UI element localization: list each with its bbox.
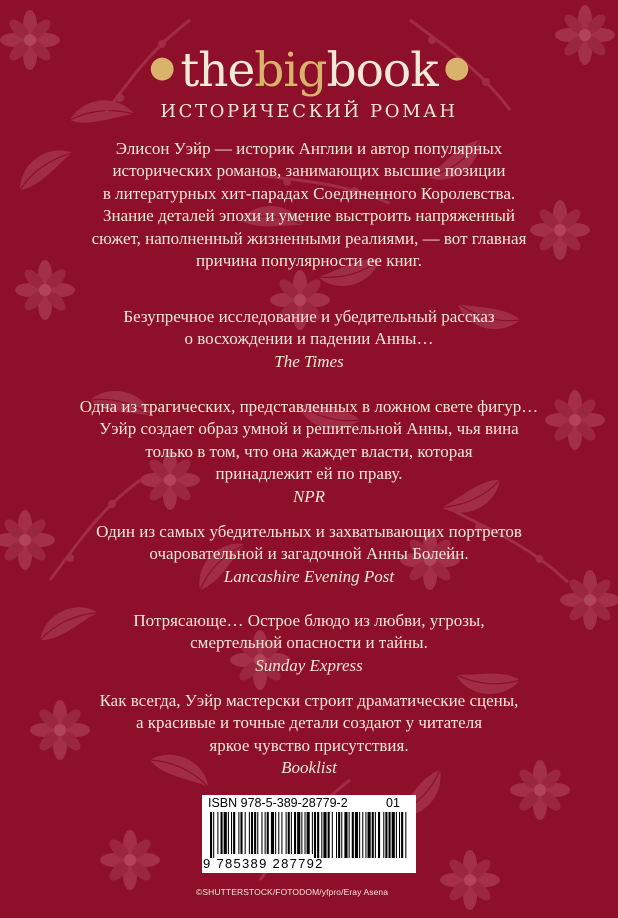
barcode-bar (372, 812, 374, 858)
barcode-bar (362, 812, 363, 858)
description-line: Знание деталей эпохи и умение выстроить напряженный (102, 206, 516, 226)
review-line: яркое чувство присутствия. (209, 735, 409, 755)
barcode-bar (245, 812, 246, 854)
barcode-bar (288, 812, 290, 854)
barcode-bar (281, 812, 282, 854)
barcode-bar (378, 812, 380, 858)
review-source: The Times (274, 351, 344, 371)
barcode-bar (267, 812, 269, 854)
barcode-bar (314, 812, 316, 858)
publisher-logo (0, 40, 618, 99)
barcode-bar (221, 812, 223, 854)
isbn-label: ISBN 978-5-389-28779-2 (208, 796, 348, 810)
barcode-bar (405, 812, 406, 858)
description-line: в литературных хит-парадах Соединенного Королевства. (102, 183, 516, 203)
barcode-bar (336, 812, 337, 858)
barcode-bar (294, 812, 296, 854)
barcode-bar (344, 812, 347, 858)
review-line: Потрясающе… Острое блюдо из любви, угрозы, (133, 611, 485, 630)
barcode-bar (341, 812, 342, 858)
review-times (40, 306, 578, 373)
barcode-bar (401, 812, 403, 858)
logo-the: the (180, 43, 255, 98)
barcode-bar (228, 812, 229, 854)
description-line: причина популярности ее книг. (196, 251, 422, 271)
barcode-bar (307, 812, 310, 854)
barcode-bars (210, 812, 410, 858)
review-line: Уэйр создает образ умной и решительной Анны, чья вина (99, 419, 519, 439)
barcode-bar (375, 812, 376, 858)
barcode-bar (389, 812, 391, 858)
barcode-bar (217, 812, 218, 854)
barcode-bar (323, 812, 326, 858)
logo-big: big (254, 43, 327, 98)
series-title: ИСТОРИЧЕСКИЙ РОМАН (160, 101, 458, 122)
author-description (40, 138, 578, 272)
barcode-bar (365, 812, 366, 858)
barcode-bar (385, 812, 387, 858)
logo-dot-right: ● (443, 50, 469, 85)
description-line: исторических романов, занимающих высшие позиции (112, 161, 506, 181)
review-sunday-express (40, 610, 578, 677)
review-line: смертельной опасности и тайны. (190, 633, 428, 653)
review-line: принадлежит ей по праву. (215, 464, 403, 484)
logo-dot-left: ● (149, 50, 175, 85)
barcode-bar (399, 812, 400, 858)
barcode-bar (321, 812, 322, 858)
barcode-bar (271, 812, 274, 854)
logo-book: book (326, 43, 438, 98)
barcode-bar (231, 812, 232, 854)
isbn-barcode (202, 795, 416, 873)
barcode-bar (332, 812, 333, 858)
review-line: очаровательной и загадочной Анны Болейн. (149, 544, 469, 564)
barcode-bar (265, 812, 266, 854)
barcode-bar (238, 812, 239, 854)
barcode-digits: 9 785389 287792 (203, 856, 324, 871)
barcode-bar (328, 812, 330, 858)
review-line: Один из самых убедительных и захватывающих портретов (96, 522, 522, 541)
barcode-bar (213, 812, 214, 858)
barcode-bar (275, 812, 276, 854)
barcode-bar (349, 812, 350, 858)
barcode-bar (233, 812, 235, 854)
barcode-bar (240, 812, 242, 854)
review-source: Booklist (281, 758, 337, 778)
barcode-bar (286, 812, 287, 854)
barcode-bar (261, 812, 262, 854)
review-line: Безупречное исследование и убедительный рассказ (123, 307, 495, 326)
review-line: Как всегда, Уэйр мастерски строит драматические сцены, (99, 691, 519, 710)
review-source: NPR (292, 486, 326, 506)
photo-credit: ©SHUTTERSTOCK/FOTODOM/yfpro/Eray Asena (196, 887, 389, 897)
isbn-label-row (208, 796, 408, 810)
review-npr (40, 396, 578, 508)
review-booklist (40, 690, 578, 780)
barcode-bar (355, 812, 358, 858)
description-line: Элисон Уэйр — историк Англии и автор популярных (115, 139, 503, 158)
barcode-bar (224, 812, 227, 854)
barcode-bar (305, 812, 306, 854)
barcode-bar (396, 812, 397, 858)
barcode-bar (254, 812, 256, 854)
barcode-bar (251, 812, 253, 854)
barcode-bar (338, 812, 340, 858)
barcode-bar (383, 812, 384, 858)
barcode-bar (249, 812, 250, 854)
review-line: о восхождении и падении Анны… (184, 329, 434, 349)
barcode-bar (297, 812, 300, 854)
barcode-bar (257, 812, 258, 854)
review-lancashire (40, 521, 578, 588)
barcode-bar (210, 812, 212, 858)
barcode-bar (291, 812, 292, 854)
barcode-bar (278, 812, 279, 854)
barcode-bar (368, 812, 371, 858)
barcode-bar (312, 812, 313, 854)
review-line: Одна из трагических, представленных в ложном свете фигур… (79, 397, 539, 416)
barcode-bar (317, 812, 319, 858)
review-line: только в том, что она жаждет власти, которая (145, 441, 473, 461)
barcode-bar (392, 812, 395, 858)
barcode-bar (301, 812, 302, 854)
review-source: Lancashire Evening Post (223, 566, 395, 586)
description-line: сюжет, наполненный жизненными реалиями, — вот главная (91, 228, 527, 248)
barcode-bar (359, 812, 360, 858)
review-line: а красивые и точные детали создают у читателя (135, 713, 483, 733)
isbn-addon: 01 (386, 796, 400, 810)
review-source: Sunday Express (255, 655, 363, 675)
barcode-bar (352, 812, 354, 858)
